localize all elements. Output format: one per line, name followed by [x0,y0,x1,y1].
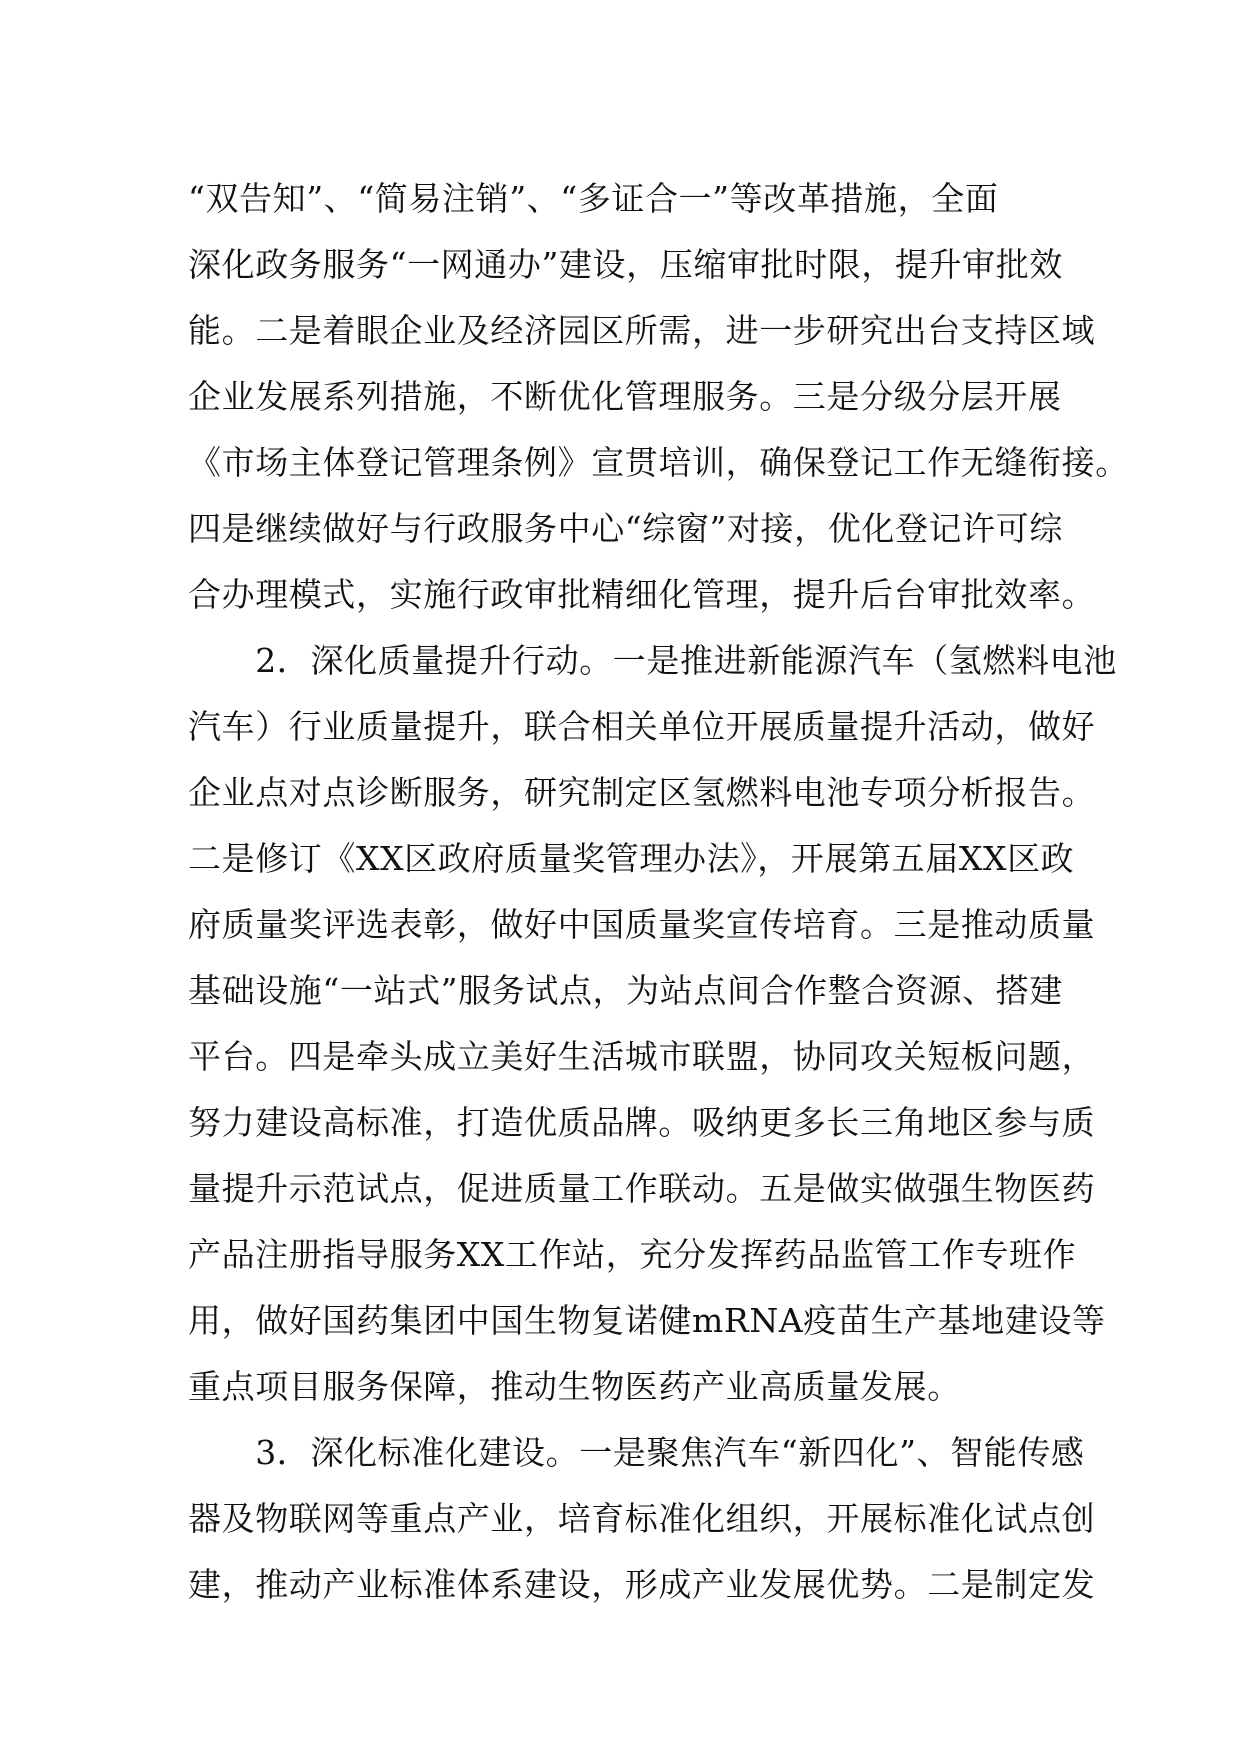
text-line: 3．深化标准化建设。一是聚焦汽车“新四化”、智能传感 [188,1433,1085,1472]
text-line: 平台。四是牵头成立美好生活城市联盟，协同攻关短板问题， [188,1037,1096,1076]
text-line: 府质量奖评选表彰，做好中国质量奖宣传培育。三是推动质量 [188,905,1096,944]
text-line: 量提升示范试点，促进质量工作联动。五是做实做强生物医药 [188,1169,1096,1208]
text-line: 汽车）行业质量提升，联合相关单位开展质量提升活动，做好 [188,707,1096,746]
text-line: 器及物联网等重点产业，培育标准化组织，开展标准化试点创 [188,1499,1096,1538]
text-line: 用，做好国药集团中国生物复诺健mRNA疫苗生产基地建设等 [188,1301,1106,1340]
text-line: 努力建设高标准，打造优质品牌。吸纳更多长三角地区参与质 [188,1103,1096,1142]
text-line: 能。二是着眼企业及经济园区所需，进一步研究出台支持区域 [188,311,1096,350]
text-line: 《市场主体登记管理条例》宣贯培训，确保登记工作无缝衔接。 [188,443,1129,482]
text-line: 建，推动产业标准体系建设，形成产业发展优势。二是制定发 [188,1565,1096,1604]
text-line: 基础设施“一站式”服务试点，为站点间合作整合资源、搭建 [188,971,1063,1010]
text-line: “双告知”、“简易注销”、“多证合一”等改革措施，全面 [188,179,999,218]
text-line: 企业点对点诊断服务，研究制定区氢燃料电池专项分析报告。 [188,773,1096,812]
text-line: 合办理模式，实施行政审批精细化管理，提升后台审批效率。 [188,575,1096,614]
text-line: 重点项目服务保障，推动生物医药产业高质量发展。 [188,1367,961,1406]
text-line: 四是继续做好与行政服务中心“综窗”对接，优化登记许可综 [188,509,1063,548]
text-line: 深化政务服务“一网通办”建设，压缩审批时限，提升审批效 [188,245,1063,284]
text-line: 2．深化质量提升行动。一是推进新能源汽车（氢燃料电池 [188,641,1117,680]
text-line: 二是修订《XX区政府质量奖管理办法》，开展第五届XX区政 [188,839,1075,878]
body-text [188,166,1129,1618]
text-line: 企业发展系列措施，不断优化管理服务。三是分级分层开展 [188,377,1062,416]
text-line: 产品注册指导服务XX工作站，充分发挥药品监管工作专班作 [188,1235,1077,1274]
